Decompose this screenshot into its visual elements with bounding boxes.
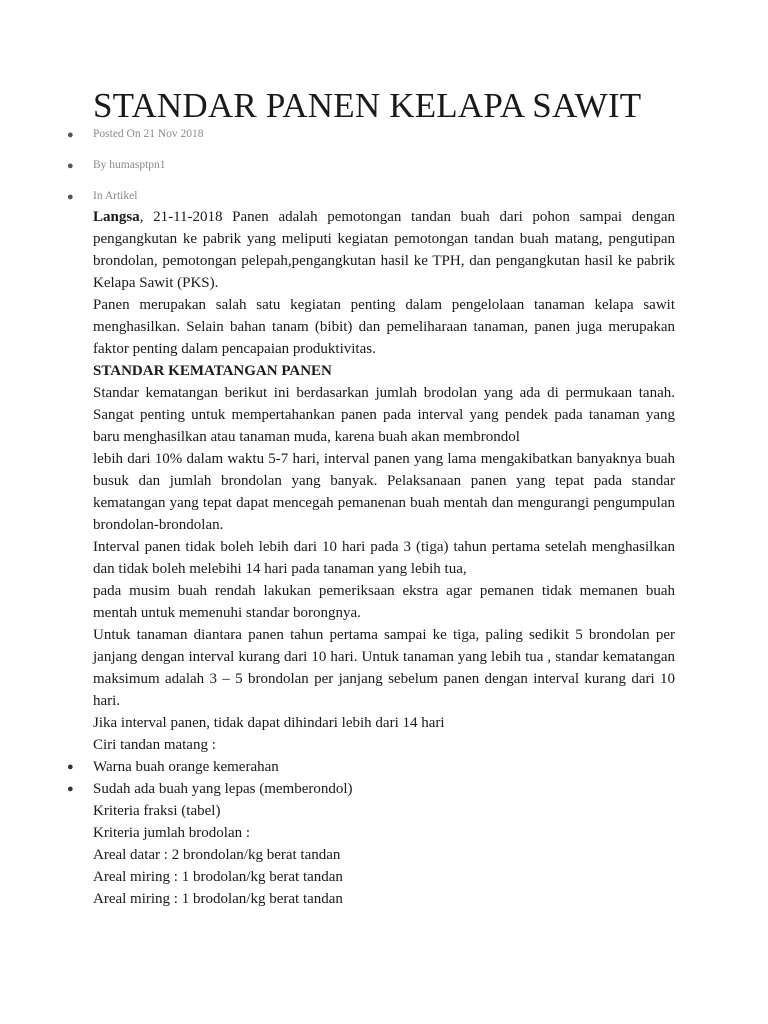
bullet-icon: ● [67,129,74,141]
intro-location: Langsa [93,209,140,225]
article-body [67,206,675,910]
paragraph: Interval panen tidak boleh lebih dari 10 hari pada 3 (tiga) tahun pertama setelah menghasilkan dan tidak boleh melebihi 14 hari pada tanaman yang lebih tua, [93,539,675,577]
posted-date: Posted On 21 Nov 2018 [93,128,204,140]
jumlah-line: Kriteria jumlah brodolan : [93,825,251,841]
list-item: ● Sudah ada buah yang lepas (memberondol) [93,778,675,800]
areal-line: Areal miring : 1 brodolan/kg berat tandan [93,869,343,885]
category-link[interactable]: In Artikel [93,190,138,202]
intro-text: , 21-11-2018 Panen adalah pemotongan tandan buah dari pohon sampai dengan pengangkutan ke pabrik yang meliputi kegiatan pemotongan tandan buah matang, pengutipan brondolan, pemotongan pelepah,pengangkutan hasil ke TPH, dan pengangkutan hasil ke pabrik Kelapa Sawit (PKS). [93,209,675,291]
fraksi-line: Kriteria fraksi (tabel) [93,803,221,819]
paragraph: Ciri tandan matang : [93,737,216,753]
bullet-icon: ● [67,761,74,773]
paragraph: Standar kematangan berikut ini berdasarkan jumlah brodolan yang ada di permukaan tanah. Sangat penting untuk mempertahankan panen pada interval yang pendek pada tanaman yang baru menghasilkan atau tanaman muda, karena buah akan membrondol [93,385,675,445]
bullet-icon: ● [67,160,74,172]
intro-paragraph [93,206,675,294]
paragraph: Untuk tanaman diantara panen tahun pertama sampai ke tiga, paling sedikit 5 brondolan per janjang dengan interval kurang dari 10 hari. Untuk tanaman yang lebih tua , standar kematangan maksimum adalah 3 – 5 brondolan per janjang sebelum panen dengan interval kurang dari 10 hari. [93,627,675,709]
paragraph: Jika interval panen, tidak dapat dihindari lebih dari 14 hari [93,715,445,731]
areal-line: Areal miring : 1 brodolan/kg berat tandan [93,891,343,907]
paragraph: pada musim buah rendah lakukan pemeriksaan ekstra agar pemanen tidak memanen buah mentah untuk memenuhi standar borongnya. [93,583,675,621]
bullet-icon: ● [67,783,74,795]
section-heading: STANDAR KEMATANGAN PANEN [93,363,332,379]
areal-line: Areal datar : 2 brondolan/kg berat tandan [93,847,341,863]
article-title: STANDAR PANEN KELAPA SAWIT [93,86,642,125]
paragraph: Panen merupakan salah satu kegiatan penting dalam pengelolaan tanaman kelapa sawit menghasilkan. Selain bahan tanam (bibit) dan pemeliharaan tanaman, panen juga merupakan faktor penting dalam pencapaian produktivitas. [93,297,675,357]
author-link[interactable]: By humasptpn1 [93,159,166,171]
list-item: ● Warna buah orange kemerahan [93,756,675,778]
bullet-icon: ● [67,191,74,203]
paragraph: lebih dari 10% dalam waktu 5-7 hari, interval panen yang lama mengakibatkan banyaknya buah busuk dan jumlah brondolan yang banyak. Pelaksanaan panen yang tepat pada standar kematangan yang tepat dapat mencegah pemanenan buah mentah dan mengurangi pengumpulan brondolan-brondolan. [93,451,675,533]
